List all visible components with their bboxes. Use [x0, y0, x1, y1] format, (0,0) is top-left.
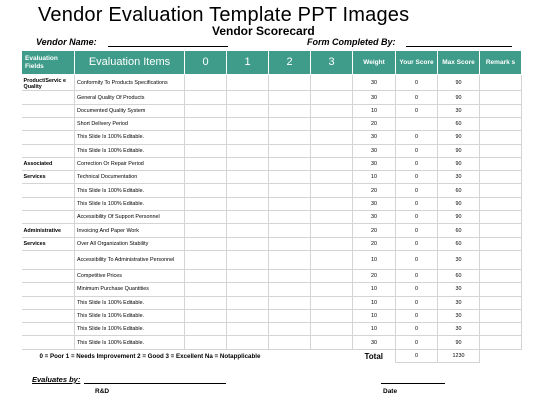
rating-cell-1[interactable]: [227, 211, 269, 224]
table-row: [22, 171, 522, 184]
your-score-cell[interactable]: 0: [396, 237, 438, 250]
remarks-cell[interactable]: [480, 131, 522, 144]
rating-cell-2[interactable]: [269, 197, 311, 210]
evaluation-item-cell: This Slide Is 100% Editable.: [75, 184, 185, 197]
remarks-cell[interactable]: [480, 75, 522, 91]
rating-cell-0[interactable]: [185, 269, 227, 282]
rating-cell-2[interactable]: [269, 171, 311, 184]
rating-cell-3[interactable]: [311, 104, 353, 117]
max-score-cell: 90: [438, 75, 480, 91]
your-score-cell[interactable]: 0: [396, 323, 438, 336]
remarks-cell[interactable]: [480, 296, 522, 309]
your-score-cell[interactable]: 0: [396, 131, 438, 144]
rating-cell-2[interactable]: [269, 75, 311, 91]
your-score-cell[interactable]: 0: [396, 184, 438, 197]
header-score-2: 2: [269, 51, 311, 75]
remarks-cell[interactable]: [480, 91, 522, 104]
max-score-cell: 90: [438, 144, 480, 157]
remarks-cell[interactable]: [480, 184, 522, 197]
rating-cell-1[interactable]: [227, 75, 269, 91]
remarks-cell[interactable]: [480, 157, 522, 170]
evaluated-by-label: Evaluates by:: [32, 375, 81, 384]
rating-cell-1[interactable]: [227, 336, 269, 349]
rating-cell-3[interactable]: [311, 144, 353, 157]
remarks-cell[interactable]: [480, 323, 522, 336]
rating-cell-3[interactable]: [311, 211, 353, 224]
remarks-cell[interactable]: [480, 104, 522, 117]
remarks-cell[interactable]: [480, 224, 522, 237]
your-score-cell[interactable]: 0: [396, 144, 438, 157]
table-row: [22, 118, 522, 131]
evaluation-field-cell: Associated: [22, 157, 75, 170]
total-remarks-empty: [480, 349, 522, 362]
rating-cell-1[interactable]: [227, 91, 269, 104]
max-score-cell: 30: [438, 104, 480, 117]
rating-cell-0[interactable]: [185, 171, 227, 184]
rating-cell-2[interactable]: [269, 323, 311, 336]
weight-cell: 20: [353, 184, 396, 197]
rating-cell-0[interactable]: [185, 224, 227, 237]
your-score-cell[interactable]: 0: [396, 309, 438, 322]
rating-cell-2[interactable]: [269, 144, 311, 157]
rating-cell-1[interactable]: [227, 224, 269, 237]
rating-cell-1[interactable]: [227, 144, 269, 157]
evaluation-item-cell: Competitive Prices: [75, 269, 185, 282]
table-row: [22, 211, 522, 224]
your-score-cell[interactable]: 0: [396, 269, 438, 282]
evaluation-item-cell: Invoicing And Paper Work: [75, 224, 185, 237]
evaluation-field-cell: [22, 184, 75, 197]
evaluation-field-cell: [22, 131, 75, 144]
rating-cell-0[interactable]: [185, 144, 227, 157]
header-evaluation-fields: Evaluation Fields: [22, 51, 75, 75]
header-weight: Weight: [353, 51, 396, 75]
evaluation-field-cell: [22, 104, 75, 117]
table-row: [22, 309, 522, 322]
remarks-cell[interactable]: [480, 144, 522, 157]
rating-cell-0[interactable]: [185, 283, 227, 296]
weight-cell: 30: [353, 157, 396, 170]
rating-cell-1[interactable]: [227, 184, 269, 197]
rating-cell-1[interactable]: [227, 250, 269, 269]
rating-cell-3[interactable]: [311, 184, 353, 197]
rating-cell-2[interactable]: [269, 224, 311, 237]
table-row: [22, 184, 522, 197]
header-score-0: 0: [185, 51, 227, 75]
weight-cell: 30: [353, 197, 396, 210]
rating-cell-3[interactable]: [311, 269, 353, 282]
rating-cell-1[interactable]: [227, 197, 269, 210]
evaluation-item-cell: Technical Documentation: [75, 171, 185, 184]
evaluation-field-cell: [22, 283, 75, 296]
header-evaluation-items: Evaluation Items: [75, 51, 185, 75]
evaluator-signature-line[interactable]: [84, 383, 226, 384]
rating-cell-2[interactable]: [269, 309, 311, 322]
rating-cell-3[interactable]: [311, 250, 353, 269]
weight-cell: 20: [353, 237, 396, 250]
evaluation-field-cell: [22, 211, 75, 224]
rating-cell-3[interactable]: [311, 118, 353, 131]
rating-cell-1[interactable]: [227, 283, 269, 296]
rating-cell-3[interactable]: [311, 91, 353, 104]
evaluation-item-cell: Minimum Purchase Quantities: [75, 283, 185, 296]
your-score-cell[interactable]: 0: [396, 157, 438, 170]
weight-cell: 10: [353, 104, 396, 117]
rating-cell-0[interactable]: [185, 237, 227, 250]
evaluation-field-cell: Services: [22, 171, 75, 184]
table-row: [22, 237, 522, 250]
rating-cell-3[interactable]: [311, 336, 353, 349]
evaluation-field-cell: [22, 91, 75, 104]
your-score-cell[interactable]: [396, 118, 438, 131]
max-score-cell: 90: [438, 336, 480, 349]
your-score-cell[interactable]: 0: [396, 211, 438, 224]
weight-cell: 10: [353, 250, 396, 269]
your-score-cell[interactable]: 0: [396, 224, 438, 237]
remarks-cell[interactable]: [480, 171, 522, 184]
your-score-cell[interactable]: 0: [396, 283, 438, 296]
rating-cell-2[interactable]: [269, 131, 311, 144]
rating-cell-1[interactable]: [227, 157, 269, 170]
remarks-cell[interactable]: [480, 237, 522, 250]
table-row: [22, 104, 522, 117]
your-score-cell[interactable]: 0: [396, 250, 438, 269]
max-score-cell: 90: [438, 157, 480, 170]
max-score-cell: 30: [438, 283, 480, 296]
max-score-cell: 90: [438, 91, 480, 104]
header-max-score: Max Score: [438, 51, 480, 75]
weight-cell: 30: [353, 211, 396, 224]
rating-cell-3[interactable]: [311, 296, 353, 309]
max-score-cell: 60: [438, 237, 480, 250]
max-score-cell: 60: [438, 269, 480, 282]
evaluation-field-cell: [22, 336, 75, 349]
evaluation-item-cell: This Slide Is 100% Editable.: [75, 131, 185, 144]
vendor-name-label: Vendor Name:: [36, 37, 97, 47]
table-row: [22, 157, 522, 170]
table-row: [22, 323, 522, 336]
header-your-score: Your Score: [396, 51, 438, 75]
evaluation-item-cell: General Quality Of Products: [75, 91, 185, 104]
evaluation-field-cell: [22, 309, 75, 322]
rating-cell-0[interactable]: [185, 91, 227, 104]
rating-cell-0[interactable]: [185, 197, 227, 210]
rating-cell-0[interactable]: [185, 75, 227, 91]
evaluation-field-cell: Administrative: [22, 224, 75, 237]
rating-cell-2[interactable]: [269, 184, 311, 197]
page-title: Vendor Evaluation Template PPT Images: [38, 4, 410, 26]
remarks-cell[interactable]: [480, 197, 522, 210]
your-score-cell[interactable]: 0: [396, 104, 438, 117]
evaluation-field-cell: [22, 296, 75, 309]
remarks-cell[interactable]: [480, 118, 522, 131]
evaluation-field-cell: [22, 269, 75, 282]
header-score-1: 1: [227, 51, 269, 75]
rating-cell-2[interactable]: [269, 269, 311, 282]
rating-cell-3[interactable]: [311, 224, 353, 237]
weight-cell: 10: [353, 171, 396, 184]
evaluation-field-cell: [22, 144, 75, 157]
your-score-cell[interactable]: 0: [396, 75, 438, 91]
rating-cell-0[interactable]: [185, 157, 227, 170]
rating-cell-1[interactable]: [227, 237, 269, 250]
total-max-score: 1230: [438, 349, 480, 362]
rating-cell-2[interactable]: [269, 296, 311, 309]
evaluation-item-cell: Short Delivery Period: [75, 118, 185, 131]
weight-cell: 30: [353, 131, 396, 144]
rating-cell-1[interactable]: [227, 309, 269, 322]
max-score-cell: 30: [438, 171, 480, 184]
remarks-cell[interactable]: [480, 269, 522, 282]
max-score-cell: 30: [438, 250, 480, 269]
rating-cell-2[interactable]: [269, 237, 311, 250]
remarks-cell[interactable]: [480, 309, 522, 322]
rating-cell-3[interactable]: [311, 157, 353, 170]
weight-cell: 30: [353, 336, 396, 349]
weight-cell: 10: [353, 323, 396, 336]
date-label: Date: [383, 388, 398, 395]
rating-cell-0[interactable]: [185, 336, 227, 349]
evaluation-item-cell: This Slide Is 100% Editable.: [75, 336, 185, 349]
table-header-row: [22, 51, 522, 75]
header-remarks: Remark s: [480, 51, 522, 75]
rating-cell-1[interactable]: [227, 296, 269, 309]
rating-cell-3[interactable]: [311, 197, 353, 210]
evaluation-field-cell: Services: [22, 237, 75, 250]
rating-cell-3[interactable]: [311, 323, 353, 336]
rating-cell-3[interactable]: [311, 237, 353, 250]
rating-cell-1[interactable]: [227, 171, 269, 184]
evaluation-item-cell: This Slide Is 100% Editable.: [75, 323, 185, 336]
evaluation-item-cell: Correction Or Repair Period: [75, 157, 185, 170]
your-score-cell[interactable]: 0: [396, 171, 438, 184]
max-score-cell: 60: [438, 224, 480, 237]
rating-cell-2[interactable]: [269, 211, 311, 224]
table-row: [22, 91, 522, 104]
weight-cell: 10: [353, 283, 396, 296]
date-signature-line[interactable]: [381, 383, 445, 384]
scorecard-subtitle: Vendor Scorecard: [212, 24, 315, 38]
table-row: [22, 131, 522, 144]
rating-legend: 0 = Poor 1 = Needs Improvement 2 = Good 3 = Excellent Na = Notapplicable: [39, 352, 261, 360]
rating-cell-1[interactable]: [227, 269, 269, 282]
rating-cell-0[interactable]: [185, 131, 227, 144]
weight-cell: 10: [353, 309, 396, 322]
rating-cell-2[interactable]: [269, 336, 311, 349]
rating-cell-0[interactable]: [185, 184, 227, 197]
your-score-cell[interactable]: 0: [396, 197, 438, 210]
evaluation-item-cell: This Slide Is 100% Editable.: [75, 144, 185, 157]
form-completed-label: Form Completed By:: [307, 37, 396, 47]
evaluation-field-cell: [22, 323, 75, 336]
rating-cell-1[interactable]: [227, 118, 269, 131]
remarks-cell[interactable]: [480, 250, 522, 269]
legend-row: [22, 349, 522, 362]
evaluation-item-cell: Accessibility Of Support Personnel: [75, 211, 185, 224]
weight-cell: 30: [353, 144, 396, 157]
weight-cell: 30: [353, 75, 396, 91]
table-row: [22, 269, 522, 282]
evaluation-item-cell: Over All Organization Stability: [75, 237, 185, 250]
total-your-score: 0: [396, 349, 438, 362]
max-score-cell: 90: [438, 131, 480, 144]
table-row: [22, 336, 522, 349]
rating-cell-1[interactable]: [227, 104, 269, 117]
your-score-cell[interactable]: 0: [396, 336, 438, 349]
form-completed-field[interactable]: [406, 46, 512, 47]
rating-cell-3[interactable]: [311, 283, 353, 296]
your-score-cell[interactable]: 0: [396, 91, 438, 104]
evaluation-item-cell: Accessibility To Administrative Personnel: [75, 250, 185, 269]
evaluation-item-cell: Documented Quality System: [75, 104, 185, 117]
max-score-cell: 30: [438, 323, 480, 336]
rating-cell-2[interactable]: [269, 157, 311, 170]
table-row: [22, 296, 522, 309]
table-row: [22, 283, 522, 296]
rating-cell-0[interactable]: [185, 309, 227, 322]
rd-label: R&D: [95, 388, 110, 395]
evaluation-item-cell: This Slide Is 100% Editable.: [75, 309, 185, 322]
rating-cell-0[interactable]: [185, 118, 227, 131]
rating-cell-1[interactable]: [227, 323, 269, 336]
max-score-cell: 30: [438, 309, 480, 322]
weight-cell: 20: [353, 224, 396, 237]
table-row: [22, 144, 522, 157]
rating-cell-3[interactable]: [311, 131, 353, 144]
scorecard-table: [21, 50, 522, 363]
remarks-cell[interactable]: [480, 336, 522, 349]
rating-cell-2[interactable]: [269, 250, 311, 269]
max-score-cell: 60: [438, 184, 480, 197]
max-score-cell: 30: [438, 296, 480, 309]
table-row: [22, 197, 522, 210]
weight-cell: 20: [353, 118, 396, 131]
rating-cell-3[interactable]: [311, 309, 353, 322]
weight-cell: 30: [353, 91, 396, 104]
header-score-3: 3: [311, 51, 353, 75]
total-label: Total: [364, 351, 383, 361]
rating-cell-3[interactable]: [311, 171, 353, 184]
max-score-cell: 90: [438, 211, 480, 224]
rating-cell-0[interactable]: [185, 323, 227, 336]
weight-cell: 20: [353, 269, 396, 282]
rating-cell-1[interactable]: [227, 131, 269, 144]
rating-cell-0[interactable]: [185, 296, 227, 309]
evaluation-field-cell: Product/Servic e Quality: [22, 75, 75, 91]
remarks-cell[interactable]: [480, 283, 522, 296]
table-row: [22, 75, 522, 91]
evaluation-item-cell: This Slide Is 100% Editable.: [75, 197, 185, 210]
vendor-name-field[interactable]: [108, 46, 228, 47]
rating-cell-0[interactable]: [185, 211, 227, 224]
weight-cell: 10: [353, 296, 396, 309]
evaluation-item-cell: This Slide Is 100% Editable.: [75, 296, 185, 309]
evaluation-field-cell: [22, 250, 75, 269]
rating-cell-3[interactable]: [311, 75, 353, 91]
rating-cell-2[interactable]: [269, 104, 311, 117]
table-row: [22, 224, 522, 237]
evaluation-item-cell: Conformity To Products Specifications: [75, 75, 185, 91]
rating-cell-0[interactable]: [185, 104, 227, 117]
your-score-cell[interactable]: 0: [396, 296, 438, 309]
rating-cell-2[interactable]: [269, 118, 311, 131]
rating-cell-2[interactable]: [269, 283, 311, 296]
max-score-cell: 90: [438, 197, 480, 210]
remarks-cell[interactable]: [480, 211, 522, 224]
evaluation-field-cell: [22, 118, 75, 131]
evaluation-field-cell: [22, 197, 75, 210]
max-score-cell: 60: [438, 118, 480, 131]
table-row: [22, 250, 522, 269]
rating-cell-0[interactable]: [185, 250, 227, 269]
rating-cell-2[interactable]: [269, 91, 311, 104]
